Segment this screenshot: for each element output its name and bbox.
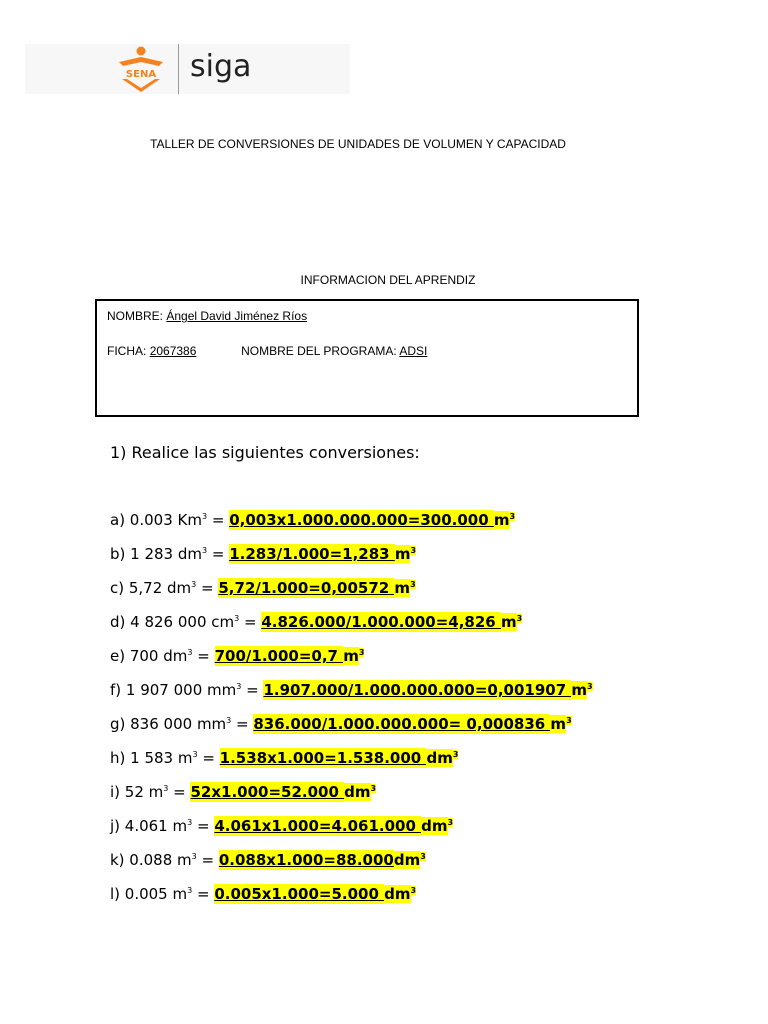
problem-item [110,877,670,911]
problem-question: g) 836 000 mm [110,715,227,733]
equals-sign: = [207,545,230,563]
ficha-value: 2067386 [149,344,197,358]
cubic-superscript: 3 [191,852,197,861]
exercise-title: 1) Realice las siguientes conversiones: [110,443,420,462]
problem-item [110,503,670,537]
problem-answer: 836.000/1.000.000.000= 0,000836 [253,715,551,733]
answer-unit: dm [393,851,421,869]
cubic-superscript: 3 [516,614,523,623]
problem-question: d) 4 826 000 cm [110,613,235,631]
problem-answer: 0.088x1.000=88.000 [218,851,394,869]
cubic-superscript: 3 [234,614,240,623]
problem-item [110,537,670,571]
answer-unit: m [394,545,411,563]
problem-answer: 0,003x1.000.000.000=300.000 [229,511,494,529]
answer-unit: m [394,579,411,597]
answer-unit: m [500,613,517,631]
logo-divider [178,44,179,94]
equals-sign: = [196,851,219,869]
problem-item [110,673,670,707]
cubic-superscript: 3 [587,682,593,691]
name-value: Ángel David Jiménez Ríos [166,309,308,323]
cubic-superscript: 3 [202,546,208,555]
problem-item [110,775,670,809]
problem-item [110,741,670,775]
cubic-superscript: 3 [358,648,365,657]
equals-sign: = [231,715,254,733]
answer-unit: m [571,681,588,699]
document-title: TALLER DE CONVERSIONES DE UNIDADES DE VOLUMEN Y CAPACIDAD [150,137,566,151]
problem-answer: 700/1.000=0,7 [214,647,344,665]
cubic-superscript: 3 [447,818,454,827]
problem-item [110,639,670,673]
ficha-line [107,344,427,358]
problem-item [110,707,670,741]
problem-item [110,605,670,639]
answer-unit: dm [426,749,453,767]
equals-sign: = [168,783,191,801]
info-heading: INFORMACION DEL APRENDIZ [300,273,476,287]
equals-sign: = [197,749,220,767]
equals-sign: = [207,511,230,529]
cubic-superscript: 3 [187,818,193,827]
answer-unit: dm [344,783,371,801]
sena-logo-text: SENA [125,69,157,80]
problem-question: e) 700 dm [110,647,188,665]
cubic-superscript: 3 [192,750,198,759]
cubic-superscript: 3 [509,512,516,521]
cubic-superscript: 3 [226,716,232,725]
problem-answer: 4.061x1.000=4.061.000 [214,817,422,835]
cubic-superscript: 3 [187,648,193,657]
equals-sign: = [192,885,215,903]
cubic-superscript: 3 [410,580,416,589]
cubic-superscript: 3 [410,886,417,895]
problem-answer: 5,72/1.000=0,00572 [218,579,395,597]
answer-unit: dm [421,817,448,835]
equals-sign: = [239,613,262,631]
problem-question: b) 1 283 dm [110,545,202,563]
problem-item [110,843,670,877]
cubic-superscript: 3 [201,512,208,521]
problem-question: a) 0.003 Km [110,511,202,529]
name-line [107,309,307,323]
answer-unit: dm [384,885,411,903]
cubic-superscript: 3 [452,750,459,759]
answer-unit: m [343,647,359,665]
problem-question: f) 1 907 000 mm [110,681,237,699]
sena-logo [114,46,168,96]
problem-answer: 1.283/1.000=1,283 [229,545,395,563]
cubic-superscript: 3 [236,682,242,691]
problem-question: i) 52 m [110,783,164,801]
student-info-box [95,299,639,417]
equals-sign: = [192,817,215,835]
problem-question: k) 0.088 m [110,851,192,869]
problem-question: l) 0.005 m [110,885,188,903]
name-label: NOMBRE: [107,309,164,323]
equals-sign: = [196,579,219,597]
cubic-superscript: 3 [187,886,193,895]
equals-sign: = [241,681,264,699]
program-label: NOMBRE DEL PROGRAMA: [241,344,397,358]
cubic-superscript: 3 [370,784,377,793]
cubic-superscript: 3 [410,546,417,555]
equals-sign: = [192,647,215,665]
siga-logo [188,44,270,92]
cubic-superscript: 3 [566,716,572,725]
problem-item [110,571,670,605]
problem-question: h) 1 583 m [110,749,193,767]
problem-answer: 0.005x1.000=5.000 [214,885,385,903]
answer-unit: m [493,511,510,529]
answer-unit: m [550,715,567,733]
problem-item [110,809,670,843]
problem-answer: 4.826.000/1.000.000=4,826 [261,613,501,631]
problem-answer: 1.907.000/1.000.000.000=0,001907 [263,681,572,699]
problem-answer: 52x1.000=52.000 [190,783,345,801]
problem-answer: 1.538x1.000=1.538.000 [219,749,427,767]
problem-question: c) 5,72 dm [110,579,192,597]
cubic-superscript: 3 [420,852,426,861]
cubic-superscript: 3 [163,784,169,793]
ficha-label: FICHA: [107,344,147,358]
program-value: ADSI [399,344,428,358]
siga-logo-text: siga [190,49,252,84]
problem-list [110,503,670,911]
problem-question: j) 4.061 m [110,817,188,835]
cubic-superscript: 3 [191,580,197,589]
